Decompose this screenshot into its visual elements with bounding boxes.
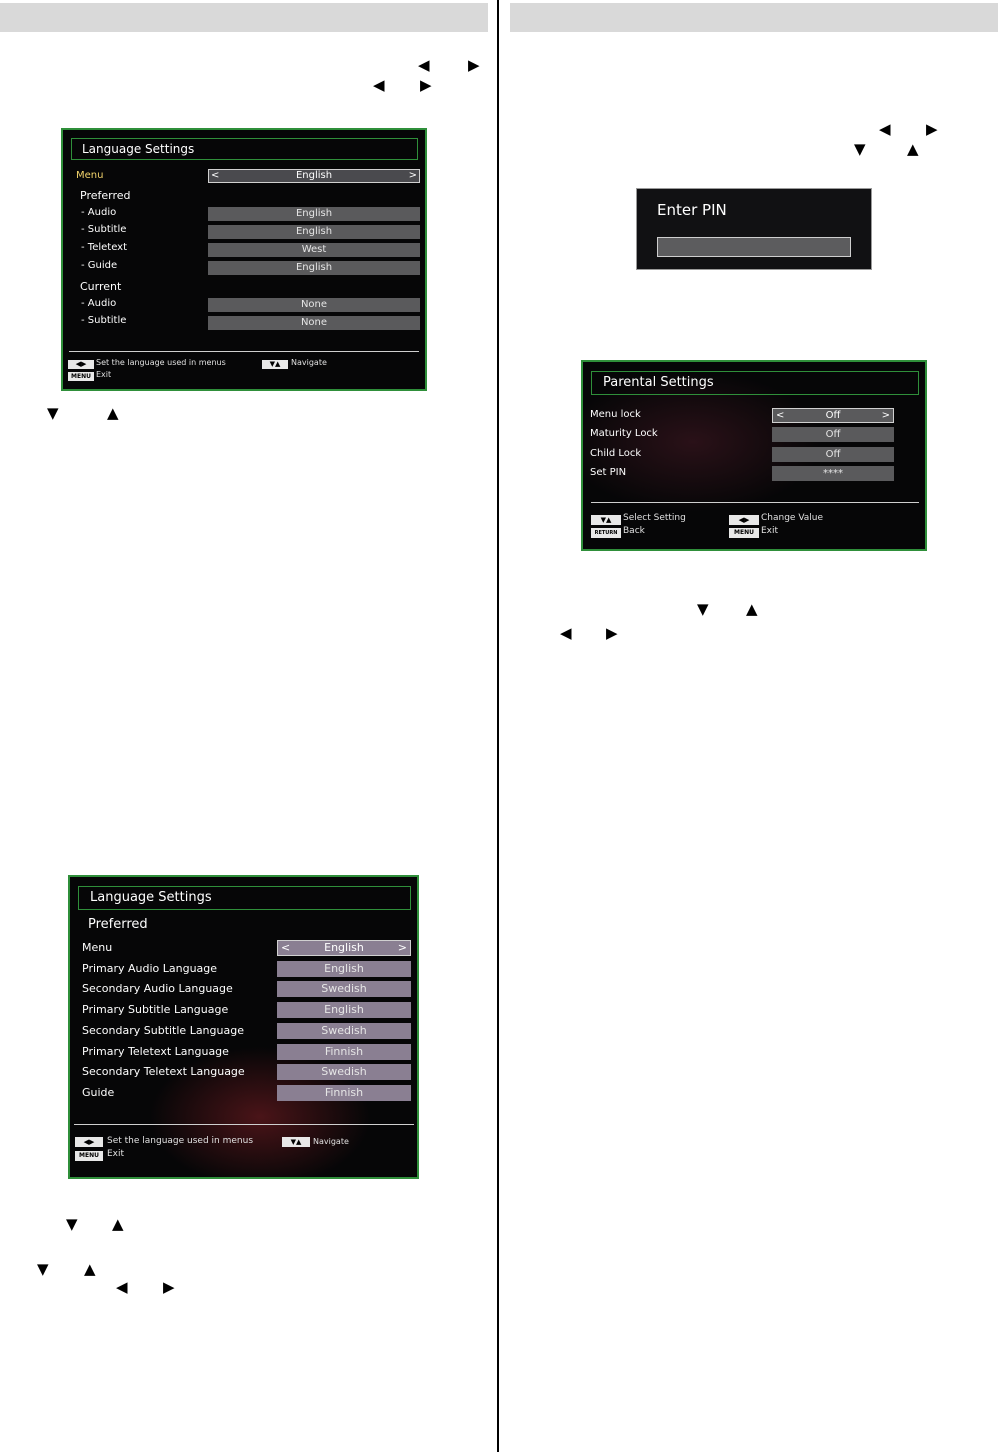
- language-row-value[interactable]: [277, 1002, 411, 1018]
- right-arrow-icon: ▶: [468, 56, 480, 74]
- left-arrow-icon: ◀: [75, 360, 81, 368]
- preferred-teletext-value[interactable]: West: [208, 243, 420, 257]
- left-arrow-icon: ◀: [418, 56, 430, 74]
- chevron-right-icon: >: [881, 410, 890, 421]
- preferred-heading: Preferred: [80, 189, 131, 202]
- hint-navigate: Navigate: [291, 358, 327, 367]
- left-arrow-icon: ◀: [373, 76, 385, 94]
- up-arrow-icon: ▲: [606, 516, 612, 524]
- preferred-audio-value[interactable]: English: [208, 207, 420, 221]
- down-arrow-icon: ▼: [854, 140, 866, 158]
- language-row-label: Secondary Subtitle Language: [82, 1023, 244, 1037]
- right-arrow-icon: ▶: [606, 624, 618, 642]
- parental-row-value-text: Off: [825, 448, 841, 460]
- parental-row-value[interactable]: [772, 447, 894, 462]
- left-right-keys-icon: [68, 360, 94, 369]
- chevron-right-icon: >: [397, 941, 407, 954]
- up-arrow-icon: ▲: [907, 140, 919, 158]
- pin-dialog-title: Enter PIN: [657, 201, 727, 219]
- right-arrow-icon: ▶: [420, 76, 432, 94]
- footer-divider: [69, 351, 419, 352]
- menu-key-icon: MENU: [68, 372, 94, 381]
- preferred-guide-value[interactable]: English: [208, 261, 420, 275]
- down-arrow-icon: ▼: [697, 600, 709, 618]
- screen-title: Language Settings: [71, 138, 418, 160]
- current-heading: Current: [80, 280, 122, 293]
- chevron-left-icon: <: [281, 941, 291, 954]
- left-arrow-icon: ◀: [560, 624, 572, 642]
- parental-row-value[interactable]: [772, 408, 894, 423]
- language-row-value-text: Swedish: [321, 982, 367, 996]
- language-settings-screen: [61, 128, 427, 391]
- preferred-heading: Preferred: [88, 917, 148, 932]
- current-subtitle-label: - Subtitle: [81, 315, 127, 326]
- parental-row-label: Menu lock: [590, 409, 641, 420]
- right-arrow-icon: ▶: [163, 1278, 175, 1296]
- right-arrow-icon: ▶: [89, 1138, 95, 1146]
- parental-row-label: Maturity Lock: [590, 428, 658, 440]
- screen-title: Language Settings: [78, 886, 411, 910]
- right-arrow-icon: ▶: [926, 120, 938, 138]
- left-right-keys-icon: [729, 515, 759, 525]
- left-arrow-icon: ◀: [879, 120, 891, 138]
- language-row-label: Guide: [82, 1085, 115, 1099]
- enter-pin-dialog: [636, 188, 872, 270]
- language-row-value[interactable]: [277, 1064, 411, 1080]
- menu-language-select[interactable]: [208, 169, 420, 183]
- down-arrow-icon: ▼: [600, 516, 606, 524]
- parental-row-value[interactable]: [772, 466, 894, 481]
- hint-back: Back: [623, 526, 645, 536]
- parental-row-label: Child Lock: [590, 447, 642, 459]
- language-row-value-text: English: [324, 941, 364, 954]
- menu-label: Menu: [76, 170, 104, 181]
- right-arrow-icon: ▶: [744, 516, 750, 524]
- hint-change-value: Change Value: [761, 513, 824, 523]
- language-row-label: Primary Subtitle Language: [82, 1003, 229, 1017]
- language-row-label: Secondary Teletext Language: [82, 1065, 245, 1079]
- menu-key-icon: MENU: [729, 528, 759, 538]
- language-row-label: Secondary Audio Language: [82, 982, 233, 996]
- language-row-value-text: Finnish: [324, 1085, 364, 1099]
- left-column-header-bar: [0, 3, 488, 32]
- menu-language-value: English: [295, 170, 333, 181]
- hint-navigate: Navigate: [313, 1137, 349, 1146]
- right-arrow-icon: ▶: [81, 360, 87, 368]
- right-column-header-bar: [510, 3, 998, 32]
- preferred-guide-label: - Guide: [81, 260, 118, 271]
- column-divider: [497, 0, 499, 1452]
- language-settings-extended-screen: [68, 875, 419, 1179]
- language-row-value[interactable]: [277, 981, 411, 997]
- footer-divider: [591, 502, 919, 503]
- down-arrow-icon: ▼: [47, 404, 59, 422]
- language-row-value[interactable]: [277, 940, 411, 956]
- up-arrow-icon: ▲: [112, 1215, 124, 1233]
- parental-settings-screen: [581, 360, 927, 551]
- current-audio-value[interactable]: None: [208, 298, 420, 312]
- left-right-keys-icon: [75, 1137, 103, 1147]
- chevron-right-icon: >: [408, 170, 417, 181]
- language-row-label: Menu: [82, 941, 113, 954]
- up-arrow-icon: ▲: [275, 360, 281, 368]
- menu-key-icon: MENU: [75, 1151, 103, 1161]
- down-up-keys-icon: [591, 515, 621, 525]
- down-arrow-icon: ▼: [66, 1215, 78, 1233]
- footer-divider: [74, 1124, 414, 1125]
- left-arrow-icon: ◀: [116, 1278, 128, 1296]
- language-row-value[interactable]: [277, 1085, 411, 1101]
- up-arrow-icon: ▲: [746, 600, 758, 618]
- hint-set-language: Set the language used in menus: [107, 1136, 254, 1146]
- chevron-left-icon: <: [211, 170, 220, 181]
- down-up-keys-icon: [262, 360, 288, 369]
- language-row-value-text: Swedish: [321, 1023, 367, 1037]
- language-row-value-text: Swedish: [321, 1065, 367, 1079]
- hint-set-language: Set the language used in menus: [96, 358, 226, 367]
- parental-row-value-text: ****: [823, 467, 843, 479]
- hint-exit: Exit: [761, 526, 779, 536]
- return-key-icon: RETURN: [591, 528, 621, 538]
- current-subtitle-value[interactable]: None: [208, 316, 420, 330]
- parental-row-label: Set PIN: [590, 466, 627, 478]
- down-up-keys-icon: [282, 1137, 310, 1147]
- language-row-value-text: English: [324, 961, 364, 975]
- language-row-value-text: Finnish: [324, 1044, 364, 1058]
- up-arrow-icon: ▲: [296, 1138, 302, 1146]
- preferred-audio-label: - Audio: [81, 207, 117, 218]
- left-arrow-icon: ◀: [83, 1138, 89, 1146]
- parental-row-value-text: Off: [825, 429, 841, 441]
- preferred-subtitle-label: - Subtitle: [81, 224, 127, 235]
- parental-row-value[interactable]: [772, 427, 894, 442]
- down-arrow-icon: ▼: [269, 360, 275, 368]
- language-row-value[interactable]: [277, 1044, 411, 1060]
- parental-row-value-text: Off: [825, 410, 841, 421]
- up-arrow-icon: ▲: [107, 404, 119, 422]
- chevron-left-icon: <: [776, 410, 785, 421]
- language-row-label: Primary Audio Language: [82, 961, 218, 975]
- language-row-value-text: English: [324, 1003, 364, 1017]
- language-row-value[interactable]: [277, 961, 411, 977]
- preferred-subtitle-value[interactable]: English: [208, 225, 420, 239]
- hint-select-setting: Select Setting: [623, 513, 686, 523]
- screen-title: Parental Settings: [591, 371, 919, 395]
- hint-exit: Exit: [107, 1149, 125, 1159]
- language-row-label: Primary Teletext Language: [82, 1044, 229, 1058]
- language-row-value[interactable]: [277, 1023, 411, 1039]
- up-arrow-icon: ▲: [84, 1260, 96, 1278]
- left-arrow-icon: ◀: [738, 516, 744, 524]
- pin-input[interactable]: [657, 237, 851, 257]
- down-arrow-icon: ▼: [290, 1138, 296, 1146]
- current-audio-label: - Audio: [81, 298, 117, 309]
- hint-exit: Exit: [96, 370, 112, 379]
- down-arrow-icon: ▼: [37, 1260, 49, 1278]
- preferred-teletext-label: - Teletext: [81, 242, 128, 253]
